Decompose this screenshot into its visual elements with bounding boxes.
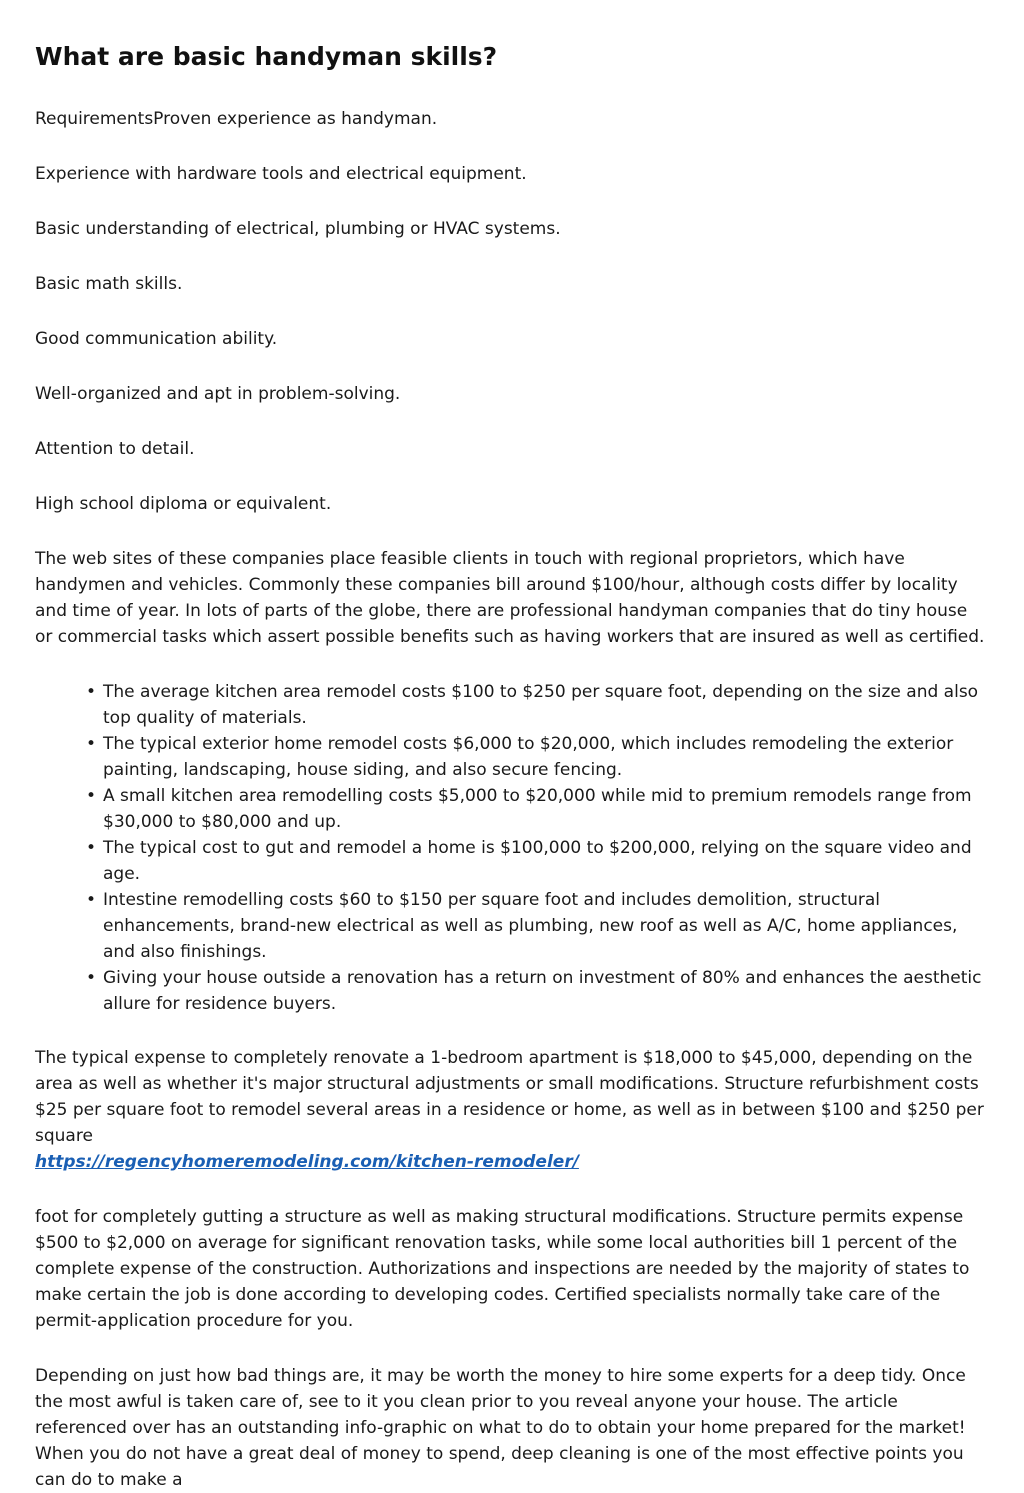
requirement-line: Experience with hardware tools and electrical equipment. [35, 164, 527, 184]
requirement-line: Good communication ability. [35, 329, 278, 349]
cost-bullet-list [35, 679, 988, 1017]
paragraph-text: The typical expense to completely renovate a 1-bedroom apartment is $18,000 to $45,000, depending on the area as well as whether it's major structural adjustments or small modifications. Structure refurbishment costs $25 per square foot to remodel several areas in a residence or home, as well as in between $100 and $250 per square [35, 1048, 984, 1146]
requirement-line: High school diploma or equivalent. [35, 494, 332, 514]
list-item: • The typical exterior home remodel costs $6,000 to $20,000, which includes remodeling the exterior painting, landscaping, house siding, and also secure fencing. [103, 731, 988, 783]
kitchen-remodeler-link[interactable]: https://regencyhomeremodeling.com/kitchen-remodeler/ [35, 1152, 579, 1172]
list-item: • A small kitchen area remodelling costs $5,000 to $20,000 while mid to premium remodels range from $30,000 to $80,000 and up. [103, 783, 988, 835]
body-paragraph: foot for completely gutting a structure as well as making structural modifications. Structure permits expense $500 to $2,000 on average for significant renovation tasks, while some local authorities bill 1 percent of the complete expense of the construction. Authorizations and inspections are needed by the majority of states to make certain the job is done according to developing codes. Certified specialists normally take care of the permit-application procedure for you. [35, 1207, 970, 1331]
list-item: • Intestine remodelling costs $60 to $150 per square foot and includes demolition, structural enhancements, brand-new electrical as well as plumbing, new roof as well as A/C, home appliances, and also finishings. [103, 887, 988, 965]
body-paragraph [35, 1045, 988, 1175]
page-title: What are basic handyman skills? [35, 42, 498, 71]
list-item: • The average kitchen area remodel costs $100 to $250 per square foot, depending on the size and also top quality of materials. [103, 679, 988, 731]
list-item: • The typical cost to gut and remodel a home is $100,000 to $200,000, relying on the square video and age. [103, 835, 988, 887]
requirement-line: Basic math skills. [35, 274, 183, 294]
body-paragraph: The web sites of these companies place feasible clients in touch with regional proprietors, which have handymen and vehicles. Commonly these companies bill around $100/hour, although costs differ by locality and time of year. In lots of parts of the globe, there are professional handyman companies that do tiny house or commercial tasks which assert possible benefits such as having workers that are insured as well as certified. [35, 549, 985, 647]
body-paragraph: Depending on just how bad things are, it may be worth the money to hire some experts for a deep tidy. Once the most awful is taken care of, see to it you clean prior to you reveal anyone your house. The article referenced over has an outstanding info-graphic on what to do to obtain your home prepared for the market! When you do not have a great deal of money to spend, deep cleaning is one of the most effective points you can do to make a [35, 1366, 966, 1490]
list-item: • Giving your house outside a renovation has a return on investment of 80% and enhances the aesthetic allure for residence buyers. [103, 965, 988, 1017]
requirement-line: Well-organized and apt in problem-solving. [35, 384, 401, 404]
requirement-line: Basic understanding of electrical, plumbing or HVAC systems. [35, 219, 561, 239]
requirement-line: Attention to detail. [35, 439, 195, 459]
requirement-line: RequirementsProven experience as handyman. [35, 109, 438, 129]
